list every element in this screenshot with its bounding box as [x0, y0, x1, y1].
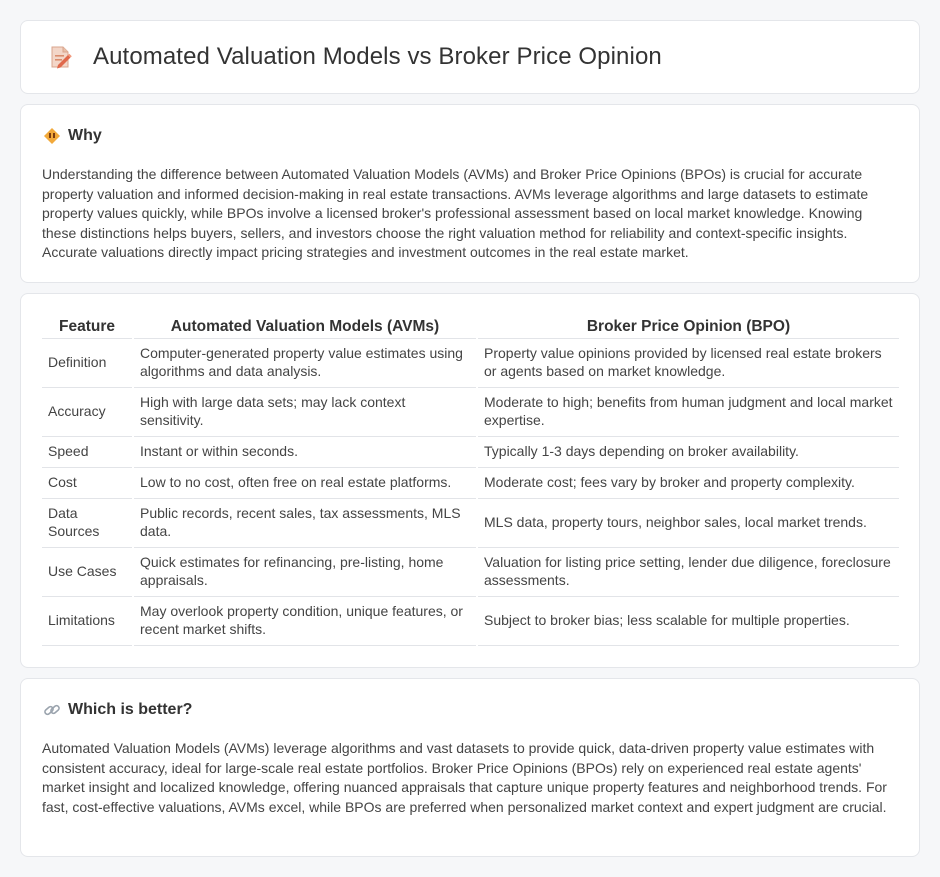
feature-cell: Cost	[42, 468, 133, 499]
avm-cell: Quick estimates for refinancing, pre-listing, home appraisals.	[133, 548, 477, 597]
why-card	[20, 104, 920, 283]
avm-cell: Instant or within seconds.	[133, 437, 477, 468]
bpo-cell: Moderate to high; benefits from human judgment and local market expertise.	[477, 388, 899, 437]
why-title: Why	[68, 127, 102, 144]
table-row	[42, 499, 899, 548]
table-row	[42, 437, 899, 468]
page-title: Automated Valuation Models vs Broker Price Opinion	[93, 43, 662, 70]
table-row	[42, 468, 899, 499]
bpo-cell: Typically 1-3 days depending on broker availability.	[477, 437, 899, 468]
why-text: Understanding the difference between Automated Valuation Models (AVMs) and Broker Price Opinions (BPOs) is crucial for accurate property valuation and informed decision-making in real estate transactions. AVMs leverage algorithms and large datasets to estimate property values quickly, while BPOs involve a licensed broker's professional assessment based on local market knowledge. Knowing these distinctions helps buyers, sellers, and investors choose the right valuation method for reliability and context-specific insights. Accurate valuations directly impact pricing strategies and investment outcomes in the real estate market.	[42, 166, 869, 261]
header-card	[20, 20, 920, 94]
diamond-warning-icon	[43, 127, 61, 145]
table-row	[42, 597, 899, 646]
table-row	[42, 339, 899, 388]
bpo-cell: Moderate cost; fees vary by broker and property complexity.	[477, 468, 899, 499]
comparison-table	[42, 316, 899, 646]
which-is-better-card	[20, 678, 920, 857]
feature-cell: Data Sources	[42, 499, 133, 548]
table-header-row	[42, 316, 899, 339]
header-bpo: Broker Price Opinion (BPO)	[477, 316, 899, 339]
bpo-cell: Valuation for listing price setting, lender due diligence, foreclosure assessments.	[477, 548, 899, 597]
why-heading	[43, 127, 102, 145]
feature-cell: Definition	[42, 339, 133, 388]
link-icon	[43, 701, 61, 719]
feature-cell: Speed	[42, 437, 133, 468]
avm-cell: May overlook property condition, unique features, or recent market shifts.	[133, 597, 477, 646]
feature-cell: Accuracy	[42, 388, 133, 437]
avm-cell: High with large data sets; may lack context sensitivity.	[133, 388, 477, 437]
comparison-card	[20, 293, 920, 668]
better-heading	[43, 701, 192, 719]
bpo-cell: Subject to broker bias; less scalable for multiple properties.	[477, 597, 899, 646]
avm-cell: Computer-generated property value estimates using algorithms and data analysis.	[133, 339, 477, 388]
feature-cell: Limitations	[42, 597, 133, 646]
table-row	[42, 548, 899, 597]
document-pencil-icon	[47, 44, 73, 70]
avm-cell: Low to no cost, often free on real estate platforms.	[133, 468, 477, 499]
bpo-cell: MLS data, property tours, neighbor sales, local market trends.	[477, 499, 899, 548]
feature-cell: Use Cases	[42, 548, 133, 597]
bpo-cell: Property value opinions provided by licensed real estate brokers or agents based on market knowledge.	[477, 339, 899, 388]
title-row	[47, 43, 662, 71]
header-avm: Automated Valuation Models (AVMs)	[133, 316, 477, 339]
better-text: Automated Valuation Models (AVMs) leverage algorithms and vast datasets to provide quick, data-driven property value estimates with consistent accuracy, ideal for large-scale real estate portfolios. Broker Price Opinions (BPOs) rely on experienced real estate agents' market insight and localized knowledge, offering nuanced appraisals that capture unique property features and neighborhood trends. For fast, cost-effective valuations, AVMs excel, while BPOs are preferred when personalized market context and expert judgment are crucial.	[42, 740, 887, 815]
avm-cell: Public records, recent sales, tax assessments, MLS data.	[133, 499, 477, 548]
better-title: Which is better?	[68, 701, 193, 718]
header-feature: Feature	[42, 316, 133, 339]
table-row	[42, 388, 899, 437]
